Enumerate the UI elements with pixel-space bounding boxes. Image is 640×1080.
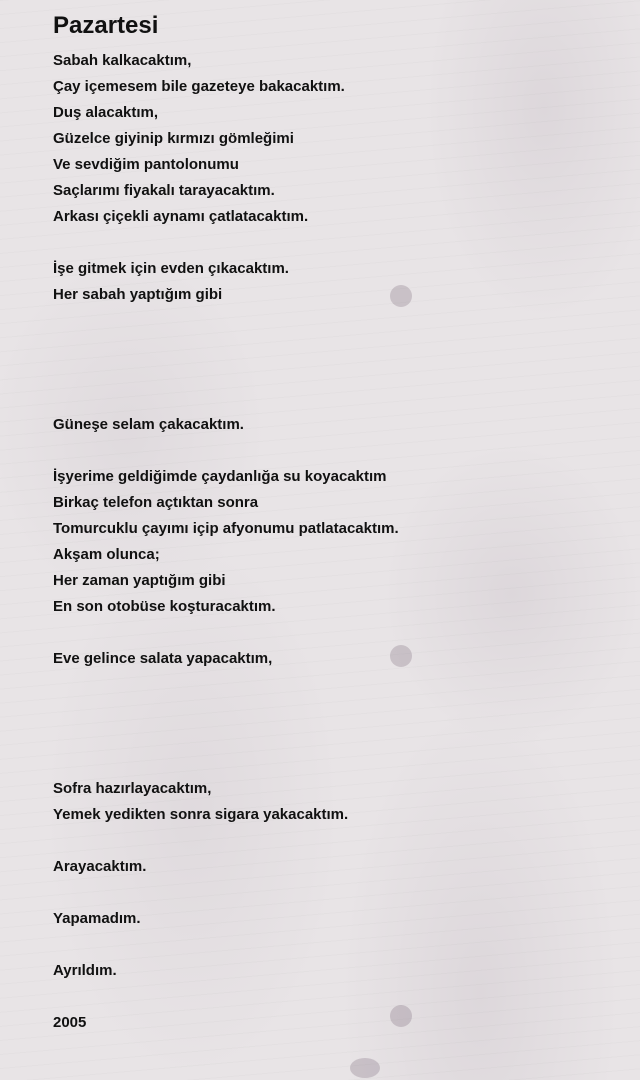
poem-body (53, 48, 623, 1036)
poem-line (53, 828, 623, 854)
poem-line: Her zaman yaptığım gibi (53, 572, 226, 589)
poem-line (53, 698, 623, 724)
poem-line: En son otobüse koşturacaktım. (53, 598, 276, 615)
poem-title: Pazartesi (53, 12, 159, 39)
poem-line (53, 724, 623, 750)
poem-line (53, 984, 623, 1010)
poem-line: Saçlarımı fiyakalı tarayacaktım. (53, 182, 275, 199)
poem-line: 2005 (53, 1014, 87, 1031)
poem-line: İşyerime geldiğimde çaydanlığa su koyacaktım (53, 468, 387, 485)
poem-line (53, 932, 623, 958)
poem-line: Akşam olunca; (53, 546, 160, 563)
poem-line: Tomurcuklu çayımı içip afyonumu patlatacaktım. (53, 520, 399, 537)
poem-line: Çay içemesem bile gazeteye bakacaktım. (53, 78, 345, 95)
poem-line: Sofra hazırlayacaktım, (53, 780, 212, 797)
poem-line: Sabah kalkacaktım, (53, 52, 192, 69)
poem-line (53, 672, 623, 698)
poem-line: Güneşe selam çakacaktım. (53, 416, 244, 433)
poem-line: Arayacaktım. (53, 858, 147, 875)
poem-line (53, 750, 623, 776)
poem-line (53, 386, 623, 412)
ink-blot-decoration (350, 1058, 380, 1078)
poem-line: Güzelce giyinip kırmızı gömleğimi (53, 130, 294, 147)
poem-line: Ayrıldım. (53, 962, 117, 979)
poem-line: Yemek yedikten sonra sigara yakacaktım. (53, 806, 349, 823)
poem-line: Birkaç telefon açtıktan sonra (53, 494, 259, 511)
poem-line (53, 620, 623, 646)
poem-line (53, 230, 623, 256)
poem-line (53, 360, 623, 386)
poem-line (53, 308, 623, 334)
poem-line: Arkası çiçekli aynamı çatlatacaktım. (53, 208, 309, 225)
poem-line: Eve gelince salata yapacaktım, (53, 650, 273, 667)
poem-line: Her sabah yaptığım gibi (53, 286, 223, 303)
poem-line: Yapamadım. (53, 910, 141, 927)
poem-line: Duş alacaktım, (53, 104, 159, 121)
poem-line (53, 334, 623, 360)
poem-container (53, 10, 623, 1036)
poem-line (53, 438, 623, 464)
poem-line: İşe gitmek için evden çıkacaktım. (53, 260, 289, 277)
poem-line (53, 880, 623, 906)
poem-line: Ve sevdiğim pantolonumu (53, 156, 239, 173)
